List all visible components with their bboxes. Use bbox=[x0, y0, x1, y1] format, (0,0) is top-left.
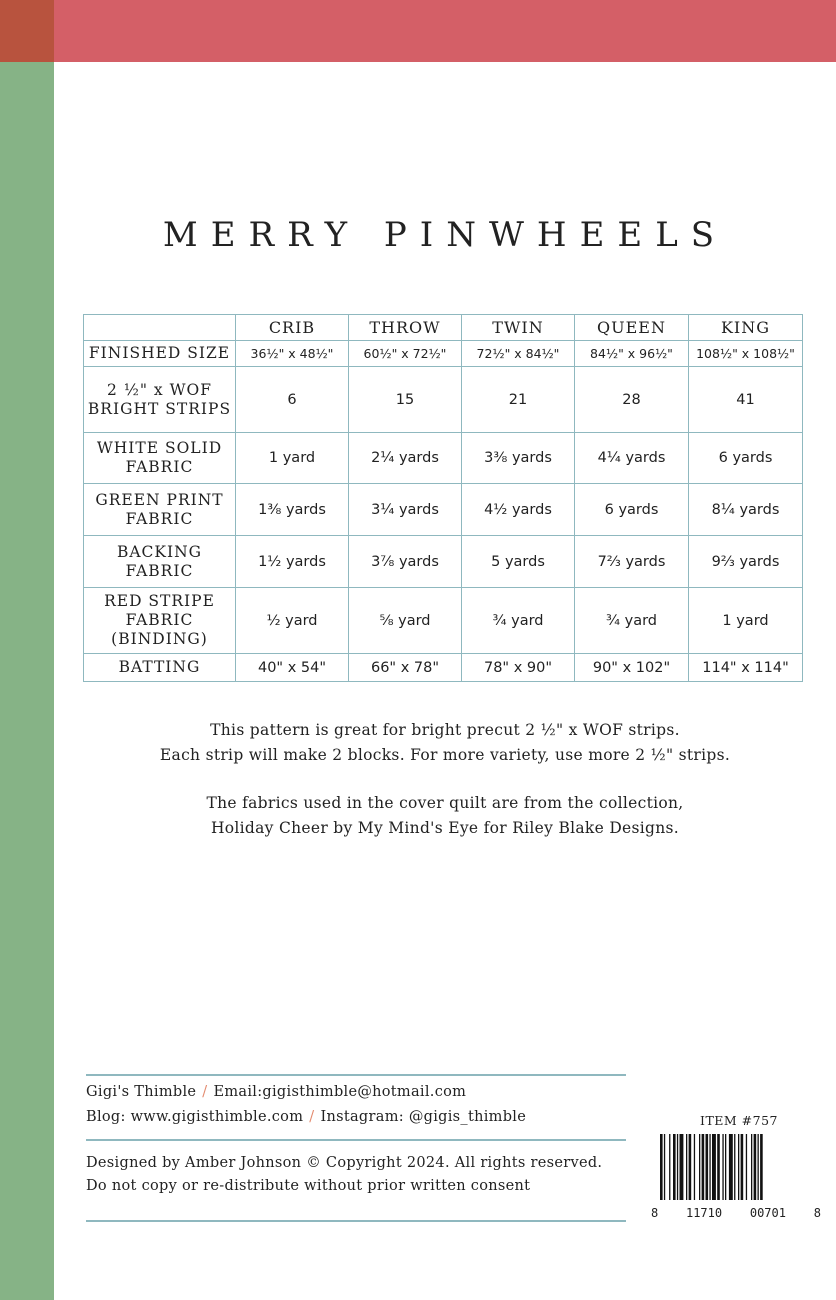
row-label: 2 ½" x WOF BRIGHT STRIPS bbox=[84, 367, 236, 433]
table-cell: 6 yards bbox=[689, 433, 803, 484]
table-cell: 78" x 90" bbox=[462, 654, 575, 682]
footer-divider-bottom bbox=[86, 1220, 626, 1222]
table-cell: 84½" x 96½" bbox=[575, 341, 689, 367]
fabric-notes bbox=[54, 791, 836, 841]
table-row bbox=[84, 367, 803, 433]
row-label: BATTING bbox=[84, 654, 236, 682]
table-header-queen: QUEEN bbox=[575, 315, 689, 341]
table-header-crib: CRIB bbox=[236, 315, 349, 341]
table-cell: 40" x 54" bbox=[236, 654, 349, 682]
barcode-icon bbox=[660, 1134, 796, 1200]
note-line: This pattern is great for bright precut 2 ½" x WOF strips. bbox=[210, 721, 680, 739]
table-header-king: KING bbox=[689, 315, 803, 341]
pattern-title: MERRY PINWHEELS bbox=[162, 214, 728, 255]
table-row bbox=[84, 341, 803, 367]
table-row bbox=[84, 484, 803, 536]
table-cell: 4¼ yards bbox=[575, 433, 689, 484]
instagram-link[interactable]: Instagram: @gigis_thimble bbox=[320, 1109, 527, 1125]
table-cell: 5 yards bbox=[462, 536, 575, 588]
copyright-line: Designed by Amber Johnson © Copyright 2024. All rights reserved. bbox=[86, 1155, 603, 1171]
table-cell: 1⅜ yards bbox=[236, 484, 349, 536]
contact-line-1 bbox=[86, 1084, 626, 1100]
separator: / bbox=[202, 1084, 208, 1100]
top-corner-block bbox=[0, 0, 54, 62]
table-header-twin: TWIN bbox=[462, 315, 575, 341]
barcode-digit-group: 11710 bbox=[685, 1206, 723, 1220]
table-cell: 2¼ yards bbox=[349, 433, 462, 484]
table-cell: 6 yards bbox=[575, 484, 689, 536]
table-row bbox=[84, 536, 803, 588]
table-cell: 6 bbox=[236, 367, 349, 433]
note-line: The fabrics used in the cover quilt are from the collection, bbox=[206, 794, 684, 812]
table-cell: 1½ yards bbox=[236, 536, 349, 588]
table-cell: 9⅔ yards bbox=[689, 536, 803, 588]
barcode-digit-group: 8 bbox=[813, 1206, 821, 1220]
top-color-band bbox=[0, 0, 836, 62]
fabric-requirements-table bbox=[83, 314, 803, 682]
table-cell: 3⅜ yards bbox=[462, 433, 575, 484]
table-header-throw: THROW bbox=[349, 315, 462, 341]
table-cell: 36½" x 48½" bbox=[236, 341, 349, 367]
row-label: GREEN PRINT FABRIC bbox=[84, 484, 236, 536]
table-cell: 114" x 114" bbox=[689, 654, 803, 682]
table-cell: 3⅞ yards bbox=[349, 536, 462, 588]
table-cell: 21 bbox=[462, 367, 575, 433]
footer-divider-middle bbox=[86, 1139, 626, 1141]
note-line: Holiday Cheer by My Mind's Eye for Riley Blake Designs. bbox=[210, 819, 680, 837]
distribution-notice: Do not copy or re-distribute without prior written consent bbox=[86, 1178, 531, 1194]
table-cell: 4½ yards bbox=[462, 484, 575, 536]
table-row bbox=[84, 433, 803, 484]
table-cell: 3¼ yards bbox=[349, 484, 462, 536]
barcode-digit-group: 8 bbox=[651, 1206, 659, 1220]
table-cell: 7⅔ yards bbox=[575, 536, 689, 588]
brand-name: Gigi's Thimble bbox=[86, 1084, 197, 1100]
table-cell: 108½" x 108½" bbox=[689, 341, 803, 367]
table-cell: 15 bbox=[349, 367, 462, 433]
item-number: ITEM #757 bbox=[700, 1113, 779, 1128]
barcode-digit-group: 00701 bbox=[749, 1206, 786, 1220]
table-cell: 1 yard bbox=[236, 433, 349, 484]
table-cell: ¾ yard bbox=[575, 588, 689, 654]
row-label: RED STRIPE FABRIC (BINDING) bbox=[84, 588, 236, 654]
email-link[interactable]: Email:gigisthimble@hotmail.com bbox=[213, 1084, 467, 1100]
table-cell: 66" x 78" bbox=[349, 654, 462, 682]
table-cell: 60½" x 72½" bbox=[349, 341, 462, 367]
separator: / bbox=[309, 1109, 315, 1125]
table-cell: 72½" x 84½" bbox=[462, 341, 575, 367]
row-label: WHITE SOLID FABRIC bbox=[84, 433, 236, 484]
table-cell: 1 yard bbox=[689, 588, 803, 654]
barcode-digits bbox=[651, 1206, 821, 1220]
blog-link[interactable]: Blog: www.gigisthimble.com bbox=[86, 1109, 304, 1125]
row-label: FINISHED SIZE bbox=[84, 341, 236, 367]
footer-divider-top bbox=[86, 1074, 626, 1076]
table-cell: 90" x 102" bbox=[575, 654, 689, 682]
table-cell: ⅝ yard bbox=[349, 588, 462, 654]
table-cell: ½ yard bbox=[236, 588, 349, 654]
note-line: Each strip will make 2 blocks. For more variety, use more 2 ½" strips. bbox=[159, 746, 731, 764]
table-cell: 41 bbox=[689, 367, 803, 433]
table-row bbox=[84, 654, 803, 682]
table-cell: 28 bbox=[575, 367, 689, 433]
left-color-band bbox=[0, 62, 54, 1300]
table-header-row bbox=[84, 315, 803, 341]
table-header-empty bbox=[84, 315, 236, 341]
table-cell: ¾ yard bbox=[462, 588, 575, 654]
pattern-notes bbox=[54, 718, 836, 768]
table-cell: 8¼ yards bbox=[689, 484, 803, 536]
contact-line-2 bbox=[86, 1109, 626, 1125]
row-label: BACKING FABRIC bbox=[84, 536, 236, 588]
table-row bbox=[84, 588, 803, 654]
